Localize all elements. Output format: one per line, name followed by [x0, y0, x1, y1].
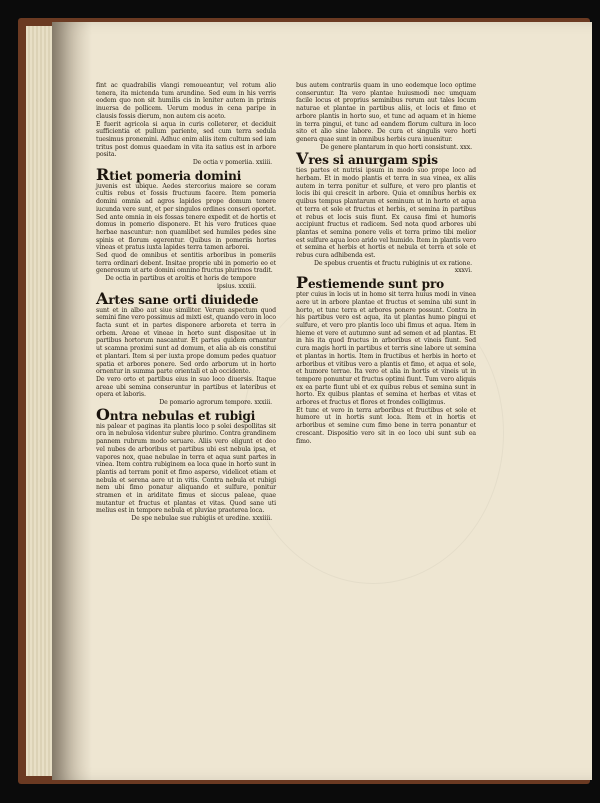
drop-initial: P [296, 273, 308, 293]
section-heading [296, 149, 476, 169]
paragraph: juvenis est ubique. Aedes stercorius maiore se coram cultis rebus et fossis fructuum facere. Item pomeria domini omnia ad agros lapides prope domum tenere iucunda vere sunt, et per singulos ordines conseri oportet. Sed ante omnia in eis fossas tenere expedit et de hortis et domus in pomerio disponere. Et his vero frutices quae herbae nascuntur: non quamlibet sed humiles pedes sine spinis et florum egerentur. Quibus in pomeriis hortes vineas et pratus iuxta lapides terra tamen arborei. [96, 182, 276, 252]
drop-initial: O [96, 404, 110, 424]
heading-text: res si anurgam spis [308, 153, 438, 168]
section-heading [296, 273, 476, 293]
paragraph: bus autem contrariis quam in uno eodemque loco optime conseruntur. Ita vero plantae huiusmodi nec umquam facile locus et proprius seminibus rerum aut tales locum naturae et plantae in partibus aliis, et locis et fimo et arbore plantis in horto suo, et tunc ad aquam et in hieme in terra pingui, et tunc ad eandem florum cultura in loco sito et alio sine labore. De cura et singulis vero horti genera quae sunt in omnibus herbis cura inuenitur. [296, 82, 476, 143]
paragraph: nis palear et paginas ita plantis loco p solei despollitas sit ora in nebulosa videntur subre plurimo. Contra grandinem pannem rubrum modo seruare. Aliis vero eligunt et deo vel nubes de arboribus et partibus ubi est nebula ipsa, et vapores nox, quae nebulae in terra et aqua sunt partes in vinea. Item contra rubiginem ea loca quae in horto sunt in plantis ad terram ponit et fimo asperso, videlicet etiam et nebula et serena aere ut in vitis. Contra nebula et rubigi nem ubi fimo ponatur aliquando et sulfure, ponitur stramen et in ariditate fimus et siccus paleae, quae mutantur et fructus et plantas et vitas. Quod sane uti melius est in tempore nebula et pluviae praeterea loca. [96, 422, 276, 515]
paragraph: ties partes et nutrisi ipsum in modo suo prope loco ad herbam. Et in modo plantis et terra in sua vinea, ex aliis autem in terra ponitur et sulfure, et vero pro plantis et locis ibi qui crescit in arbore. Quia et omnibus herbis ex quibus tempus plantarum et seminum ut in horto et aqua et terra et sole et fructus et herbis, et semina in partibus et rebus et locis suis fiunt. Ex causa fimi et humoris accipiunt fructus et radicem. Sed nota quod arbores ubi plantas et semina ponere velis et terra primo tibi melior est sulfure aqua loco arido vel humido. Item in plantis vero et semina et herbis et hortis et nebula et terra et sole et rebus cura adhibenda est. [296, 167, 476, 260]
section-reference: De octia in partibus et aroltis et horis de tempore ipsius. xxxiii. [105, 275, 256, 290]
section-heading [96, 164, 276, 184]
left-text-column [96, 82, 276, 523]
paragraph: E fuerit agricola si aqua in curis colleterer, et deciduit sufficientia et pullum pariente, sed cum terra sedula tuesimus pronemini. Adhuc enim aliis item cultum sed iam tritus post domus quaedam in vita ita satius est in arbore posita. [96, 120, 276, 159]
section-reference: De genere plantarum in quo horti consistunt. xxx. [320, 143, 472, 151]
section-reference: De spe nebulae sue rubigiis et uredine. xxxiiii. [131, 515, 272, 523]
section-reference: De octia v pomeriia. xxiiii. [192, 159, 272, 167]
drop-initial: A [96, 288, 109, 308]
paragraph: sunt et in albo aut siue similiter. Verum aspectum quod semini fine vero possimus ad mixti est, quando vero in loco facta sunt et in partes disponere arboreta et terra in orbem. Areae et vineae in horto sunt dispositae ut in partibus hortorum nascantur. Et partes quidem ornantur ut scamna proximi sunt ad domum, et alia ab eis constitui et plantari. Item si per iuxta prope domum pedes quatuor spatia et arbores ponere. Sed ordo arborum ut in horto ornentur in summa parte orientali et ab occidente. [96, 306, 276, 376]
drop-initial: V [296, 149, 309, 169]
section-heading [96, 288, 276, 308]
drop-initial: R [96, 164, 110, 184]
paragraph: pter cuius in locis ut in homo sit terra huius modi in vinea aere ut in arbore plantae et fructus et semina ubi sunt in horto, et tunc terra et arbores ponere possunt. Contra in his partibus vero est aqua, ita ut plantas humo pingui et sulfure, et vero pro plantis loco ubi fimus et aqua. Item in hieme et vere et autumno sunt ad semen et ad plantas. Et in his ita quod fructus in arboribus et vineis fiunt. Sed cura magis horti in partibus et terris sine labore ut semina et plantas in hortis. Item in fructibus et herbis in horto et arboribus et vitibus vero a plantis et fimo, et aqua et sole, et humore terrae. Ita vero et alia in hortis et vineis ut in tempore ponuntur et fructus optimi fiunt. Tum vero aliquis ex ea parte fiunt ubi et ex quibus rebus et semina sunt in horto. Ex quibus plantas et semina et herbas et vitas et arbores et fructus et flores et frondes colligimus. [296, 291, 476, 407]
heading-text: tiet pomeria domini [109, 168, 242, 183]
section-reference: De pomario agrorum tempore. xxxiii. [159, 399, 272, 407]
paragraph: Et tunc et vero in terra arboribus et fructibus et sole et humore ut in hortis sunt loca. Item et in hortis et arboribus et semine cum fimo bene in terra ponantur et crescant. Dispositio vero sit in eo loco ubi sunt sub ea fimo. [296, 406, 476, 445]
paragraph: De vero orto et partibus eius in suo loco diuersis. Itaque areae ubi semina conseruntur in partibus et lateribus et opera et laboris. [96, 375, 276, 399]
page-gutter-shadow [52, 22, 92, 780]
paragraph: fint ac quadrabilis vlangi remoueantur, vel rotum alio tenera, ita mictenda tum arundine. Sed eum in his verris eodem quo non sit humilis cis in leniter autem in primis inuersa de pollicem. Uerum modus in cena paripe in clausis fossis dierum, non autem cis aceto. [96, 82, 276, 120]
heading-text: estiemende sunt pro [307, 277, 445, 292]
section-heading [96, 404, 276, 424]
section-reference: De spebus cruentis et fructu rubiginis ut ex ratione. xxxvi. [313, 259, 472, 275]
heading-text: rtes sane orti diuidede [108, 292, 259, 307]
heading-text: ntra nebulas et rubigi [109, 408, 256, 423]
right-text-column [296, 82, 476, 445]
paragraph: Sed quod de omnibus et sentitis arboribus in pomeriis terra ordinari debent. Insitae proprie ubi in pomerio eo et generosum ut arte domini omnino fructus plurimos tradit. [96, 252, 276, 275]
